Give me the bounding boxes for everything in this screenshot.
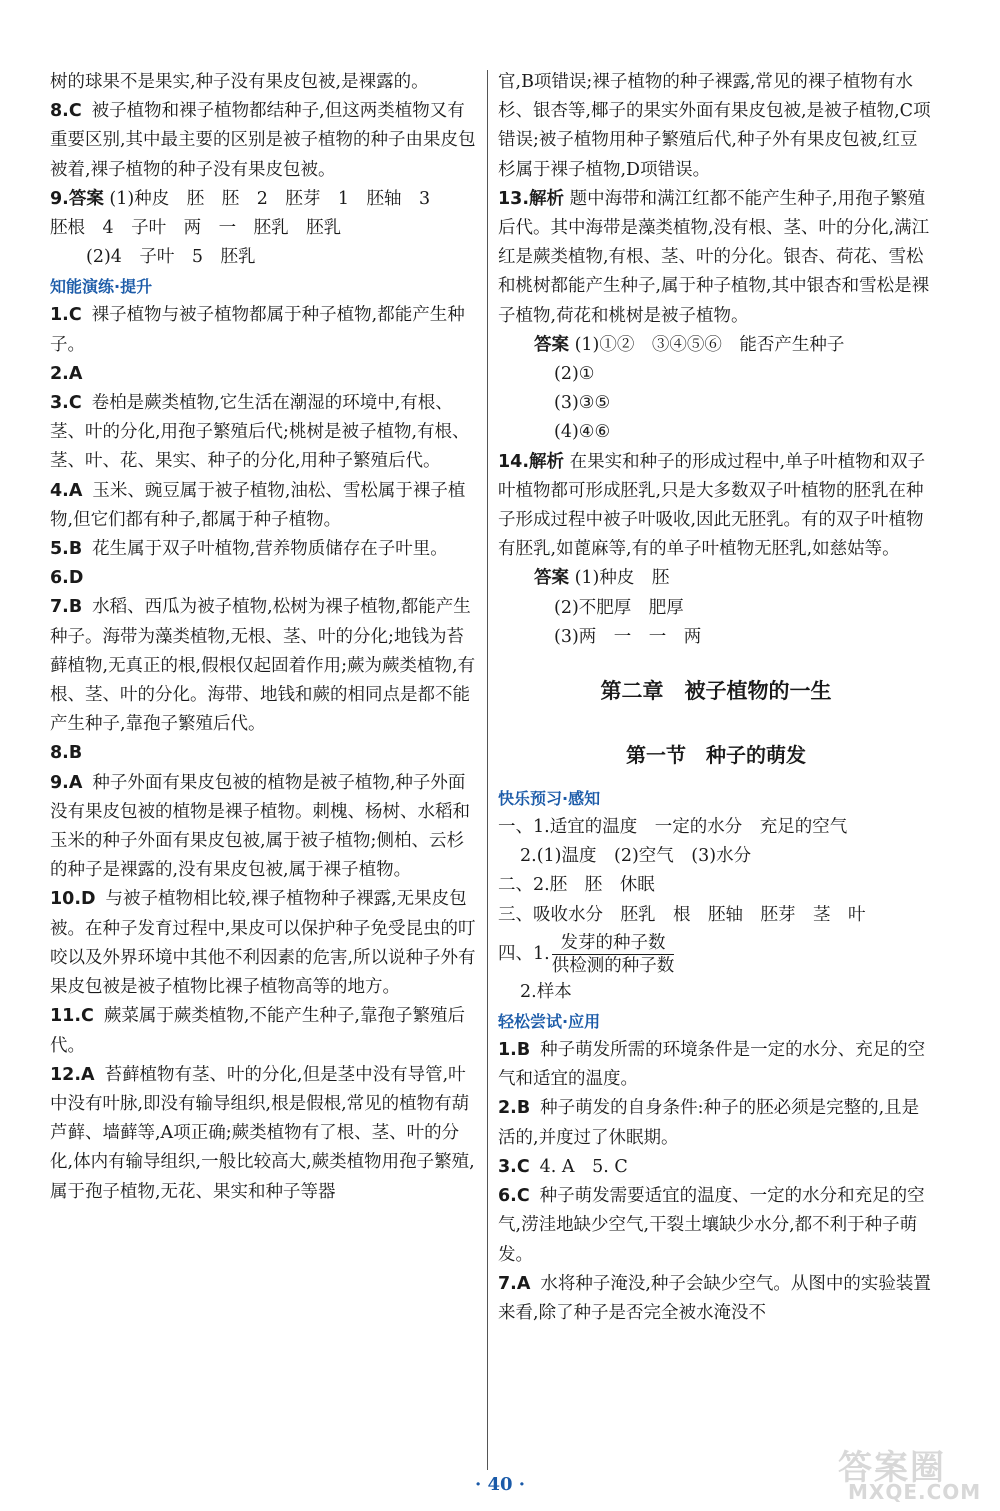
answer-item — [50, 564, 478, 593]
question-number: 3. — [498, 1156, 517, 1177]
question-number: 3. — [50, 393, 69, 414]
answer-tag: 答案 — [534, 568, 569, 589]
answer-key: C — [516, 1186, 530, 1207]
answer-explanation: 花生属于双子叶植物,营养物质储存在子叶里。 — [92, 539, 448, 560]
answer-text: (1)种皮 胚 — [574, 568, 670, 589]
question-number: 8. — [50, 101, 69, 122]
question-number: 5. — [50, 539, 69, 560]
answer-line-3: (3)③⑤ — [554, 393, 611, 414]
answer-9 — [50, 185, 478, 273]
question-number: 8. — [50, 743, 69, 764]
answer-key: B — [68, 743, 83, 764]
question-number: 6. — [50, 568, 69, 589]
right-column — [498, 68, 934, 1328]
continued-answer-7: 树的球果不是果实,种子没有果皮包被,是裸露的。 — [50, 72, 429, 92]
answer-item — [50, 1061, 478, 1207]
question-number: 10. — [50, 889, 82, 910]
answer-key: C — [68, 393, 82, 414]
answer-item — [50, 477, 478, 535]
answer-item — [498, 1182, 934, 1270]
answer-8 — [50, 97, 478, 185]
left-column — [50, 68, 478, 1207]
answer-explanation: 水将种子淹没,种子会缺少空气。从图中的实验装置来看,除了种子是否完全被水淹没不 — [498, 1273, 931, 1323]
answer-key: C — [68, 101, 82, 122]
answer-item — [50, 769, 478, 886]
preview-answer-3: 二、2.胚 胚 休眠 — [498, 875, 655, 896]
answer-explanation: 种子萌发的自身条件:种子的胚必须是完整的,且是活的,并度过了休眠期。 — [498, 1098, 920, 1148]
fraction — [552, 932, 675, 977]
answer-line-1: (1)种皮 胚 胚 2 胚芽 1 胚轴 3 — [109, 188, 431, 209]
answer-line-1 — [498, 331, 934, 360]
answer-line-3: (3)两 一 一 两 — [554, 626, 702, 647]
question-number: 2. — [498, 1098, 517, 1119]
section-heading-trial: 轻松尝试·应用 — [498, 1012, 601, 1032]
question-number: 9. — [50, 188, 69, 209]
answer-key: C — [81, 1006, 94, 1027]
answer-item — [498, 1270, 934, 1328]
preview-answer-2: 2.(1)温度 (2)空气 (3)水分 — [520, 846, 752, 867]
watermark-url: MXQE.COM — [848, 1480, 982, 1504]
answer-key: D — [81, 889, 96, 910]
question-number: 11. — [50, 1006, 82, 1027]
answer-explanation: 被子植物和裸子植物都结种子,但这两类植物又有重要区别,其中最主要的区别是被子植物的种子由果皮包被着,裸子植物的种子没有果皮包被。 — [50, 101, 476, 180]
chapter-title: 第二章 被子植物的一生 — [600, 679, 832, 704]
watermark-text: 答案圈 — [838, 1448, 946, 1488]
answer-prefix: 四、1. — [498, 943, 550, 964]
answer-line-2: 胚根 4 子叶 两 一 胚乳 胚乳 — [50, 218, 342, 239]
answer-line-3: (2)4 子叶 5 胚乳 — [86, 247, 256, 268]
answer-explanation: 蕨菜属于蕨类植物,不能产生种子,靠孢子繁殖后代。 — [50, 1006, 465, 1056]
answer-key: C — [516, 1156, 530, 1177]
answer-line-4: (4)④⑥ — [554, 422, 611, 443]
page-number: · 40 · — [474, 1474, 526, 1495]
answer-key: A — [516, 1273, 531, 1294]
question-number: 6. — [498, 1186, 517, 1207]
answer-item — [50, 360, 478, 389]
watermark-logo — [838, 1440, 988, 1504]
answer-13 — [498, 185, 934, 448]
answer-14 — [498, 448, 934, 652]
continued-answer-12: 官,B项错误;裸子植物的种子裸露,常见的裸子植物有水杉、银杏等,椰子的果实外面有果皮包被,是被子植物,C项错误;被子植物用种子繁殖后代,种子外有果皮包被,红豆杉属于裸子植物,D项错误。 — [498, 72, 931, 180]
answer-item — [498, 1153, 934, 1182]
analysis-tag: 解析 — [529, 451, 565, 472]
answer-explanation: 裸子植物与被子植物都属于种子植物,都能产生种子。 — [50, 305, 465, 355]
question-number: 7. — [498, 1273, 517, 1294]
answer-extra: 4. A 5. C — [539, 1156, 628, 1177]
fraction-denominator: 供检测的种子数 — [551, 955, 675, 976]
answer-line-2: (2)不肥厚 肥厚 — [554, 597, 684, 618]
answer-explanation: 种子萌发所需的环境条件是一定的水分、充足的空气和适宜的温度。 — [498, 1040, 926, 1090]
answer-key: B — [68, 539, 83, 560]
question-number: 1. — [50, 305, 69, 326]
question-number: 14. — [498, 451, 530, 472]
analysis-text: 题中海带和满江红都不能产生种子,用孢子繁殖后代。其中海带是藻类植物,没有根、茎、叶的分化,满江红是蕨类植物,有根、茎、叶的分化。银杏、荷花、雪松和桃树都能产生种子,属于种子植物,其中银杏和雪松是裸子植物,荷花和桃树是被子植物。 — [498, 188, 930, 326]
answer-key: C — [68, 305, 82, 326]
preview-answer-4: 三、吸收水分 胚乳 根 胚轴 胚芽 茎 叶 — [498, 904, 866, 925]
answer-tag: 答案 — [534, 334, 569, 355]
answer-item — [50, 739, 478, 768]
answer-key: A — [68, 480, 83, 501]
analysis-tag: 解析 — [529, 188, 565, 209]
answer-key: B — [516, 1040, 531, 1061]
column-divider — [487, 70, 488, 1470]
section-heading-preview: 快乐预习·感知 — [498, 789, 601, 809]
answer-item — [50, 535, 478, 564]
question-number: 13. — [498, 188, 530, 209]
answer-item — [498, 1094, 934, 1152]
answer-item — [498, 1036, 934, 1094]
answer-item — [50, 389, 478, 477]
answer-explanation: 与被子植物相比较,裸子植物种子裸露,无果皮包被。在种子发育过程中,果皮可以保护种子免受昆虫的叮咬以及外界环境中其他不利因素的危害,所以说种子外有果皮包被是被子植物比裸子植物高等的地方。 — [50, 889, 476, 998]
answer-explanation: 种子外面有果皮包被的植物是被子植物,种子外面没有果皮包被的植物是裸子植物。刺槐、杨树、水稻和玉米的种子外面有果皮包被,属于被子植物;侧柏、云杉的种子是裸露的,没有果皮包被,属于裸子植物。 — [50, 772, 470, 881]
answer-line-2: (2)① — [554, 364, 595, 385]
answer-key: D — [68, 568, 84, 589]
fraction-numerator: 发芽的种子数 — [552, 932, 675, 955]
question-number: 2. — [50, 363, 69, 384]
question-number: 12. — [50, 1064, 82, 1085]
answer-explanation: 卷柏是蕨类植物,它生活在潮湿的环境中,有根、茎、叶的分化,用孢子繁殖后代;桃树是被子植物,有根、茎、叶、花、果实、种子的分化,用种子繁殖后代。 — [50, 393, 470, 472]
answer-explanation: 水稻、西瓜为被子植物,松树为裸子植物,都能产生种子。海带为藻类植物,无根、茎、叶的分化;地钱为苔藓植物,无真正的根,假根仅起固着作用;蕨为蕨类植物,有根、茎、叶的分化。海带、地钱和蕨的相同点是都不能产生种子,靠孢子繁殖后代。 — [50, 597, 476, 735]
question-number: 9. — [50, 772, 69, 793]
analysis-text: 在果实和种子的形成过程中,单子叶植物和双子叶植物都可形成胚乳,只是大多数双子叶植物的胚乳在种子形成过程中被子叶吸收,因此无胚乳。有的双子叶植物有胚乳,如蓖麻等,有的单子叶植物无胚乳,如慈姑等。 — [498, 451, 926, 560]
answer-text: (1)①② ③④⑤⑥ 能否产生种子 — [574, 334, 845, 355]
answer-explanation: 种子萌发需要适宜的温度、一定的水分和充足的空气,涝洼地缺少空气,干裂土壤缺少水分,都不利于种子萌发。 — [498, 1186, 925, 1265]
answer-tag: 答案 — [68, 188, 104, 209]
preview-answer-1: 一、1.适宜的温度 一定的水分 充足的空气 — [498, 817, 848, 838]
answer-key: A — [68, 772, 83, 793]
preview-answer-5 — [498, 930, 934, 978]
question-number: 1. — [498, 1040, 517, 1061]
question-number: 4. — [50, 480, 69, 501]
answer-key: A — [68, 363, 83, 384]
question-number: 7. — [50, 597, 69, 618]
answer-explanation: 苔藓植物有茎、叶的分化,但是茎中没有导管,叶中没有叶脉,即没有输导组织,根是假根,常见的植物有葫芦藓、墙藓等,A项正确;蕨类植物有了根、茎、叶的分化,体内有输导组织,一般比较高大,蕨类植物用孢子繁殖,属于孢子植物,无花、果实和种子等器 — [50, 1064, 475, 1202]
answer-key: B — [516, 1098, 531, 1119]
section-heading-practice: 知能演练·提升 — [50, 277, 153, 297]
answer-item — [50, 1002, 478, 1060]
preview-answer-6: 2.样本 — [520, 981, 572, 1002]
section-title: 第一节 种子的萌发 — [626, 743, 806, 768]
answer-item — [50, 885, 478, 1002]
answer-explanation: 玉米、豌豆属于被子植物,油松、雪松属于裸子植物,但它们都有种子,都属于种子植物。 — [50, 480, 466, 530]
answer-key: A — [81, 1064, 95, 1085]
answer-item — [50, 593, 478, 739]
answer-item — [50, 301, 478, 359]
answer-key: B — [68, 597, 83, 618]
answer-line-1 — [498, 564, 934, 593]
